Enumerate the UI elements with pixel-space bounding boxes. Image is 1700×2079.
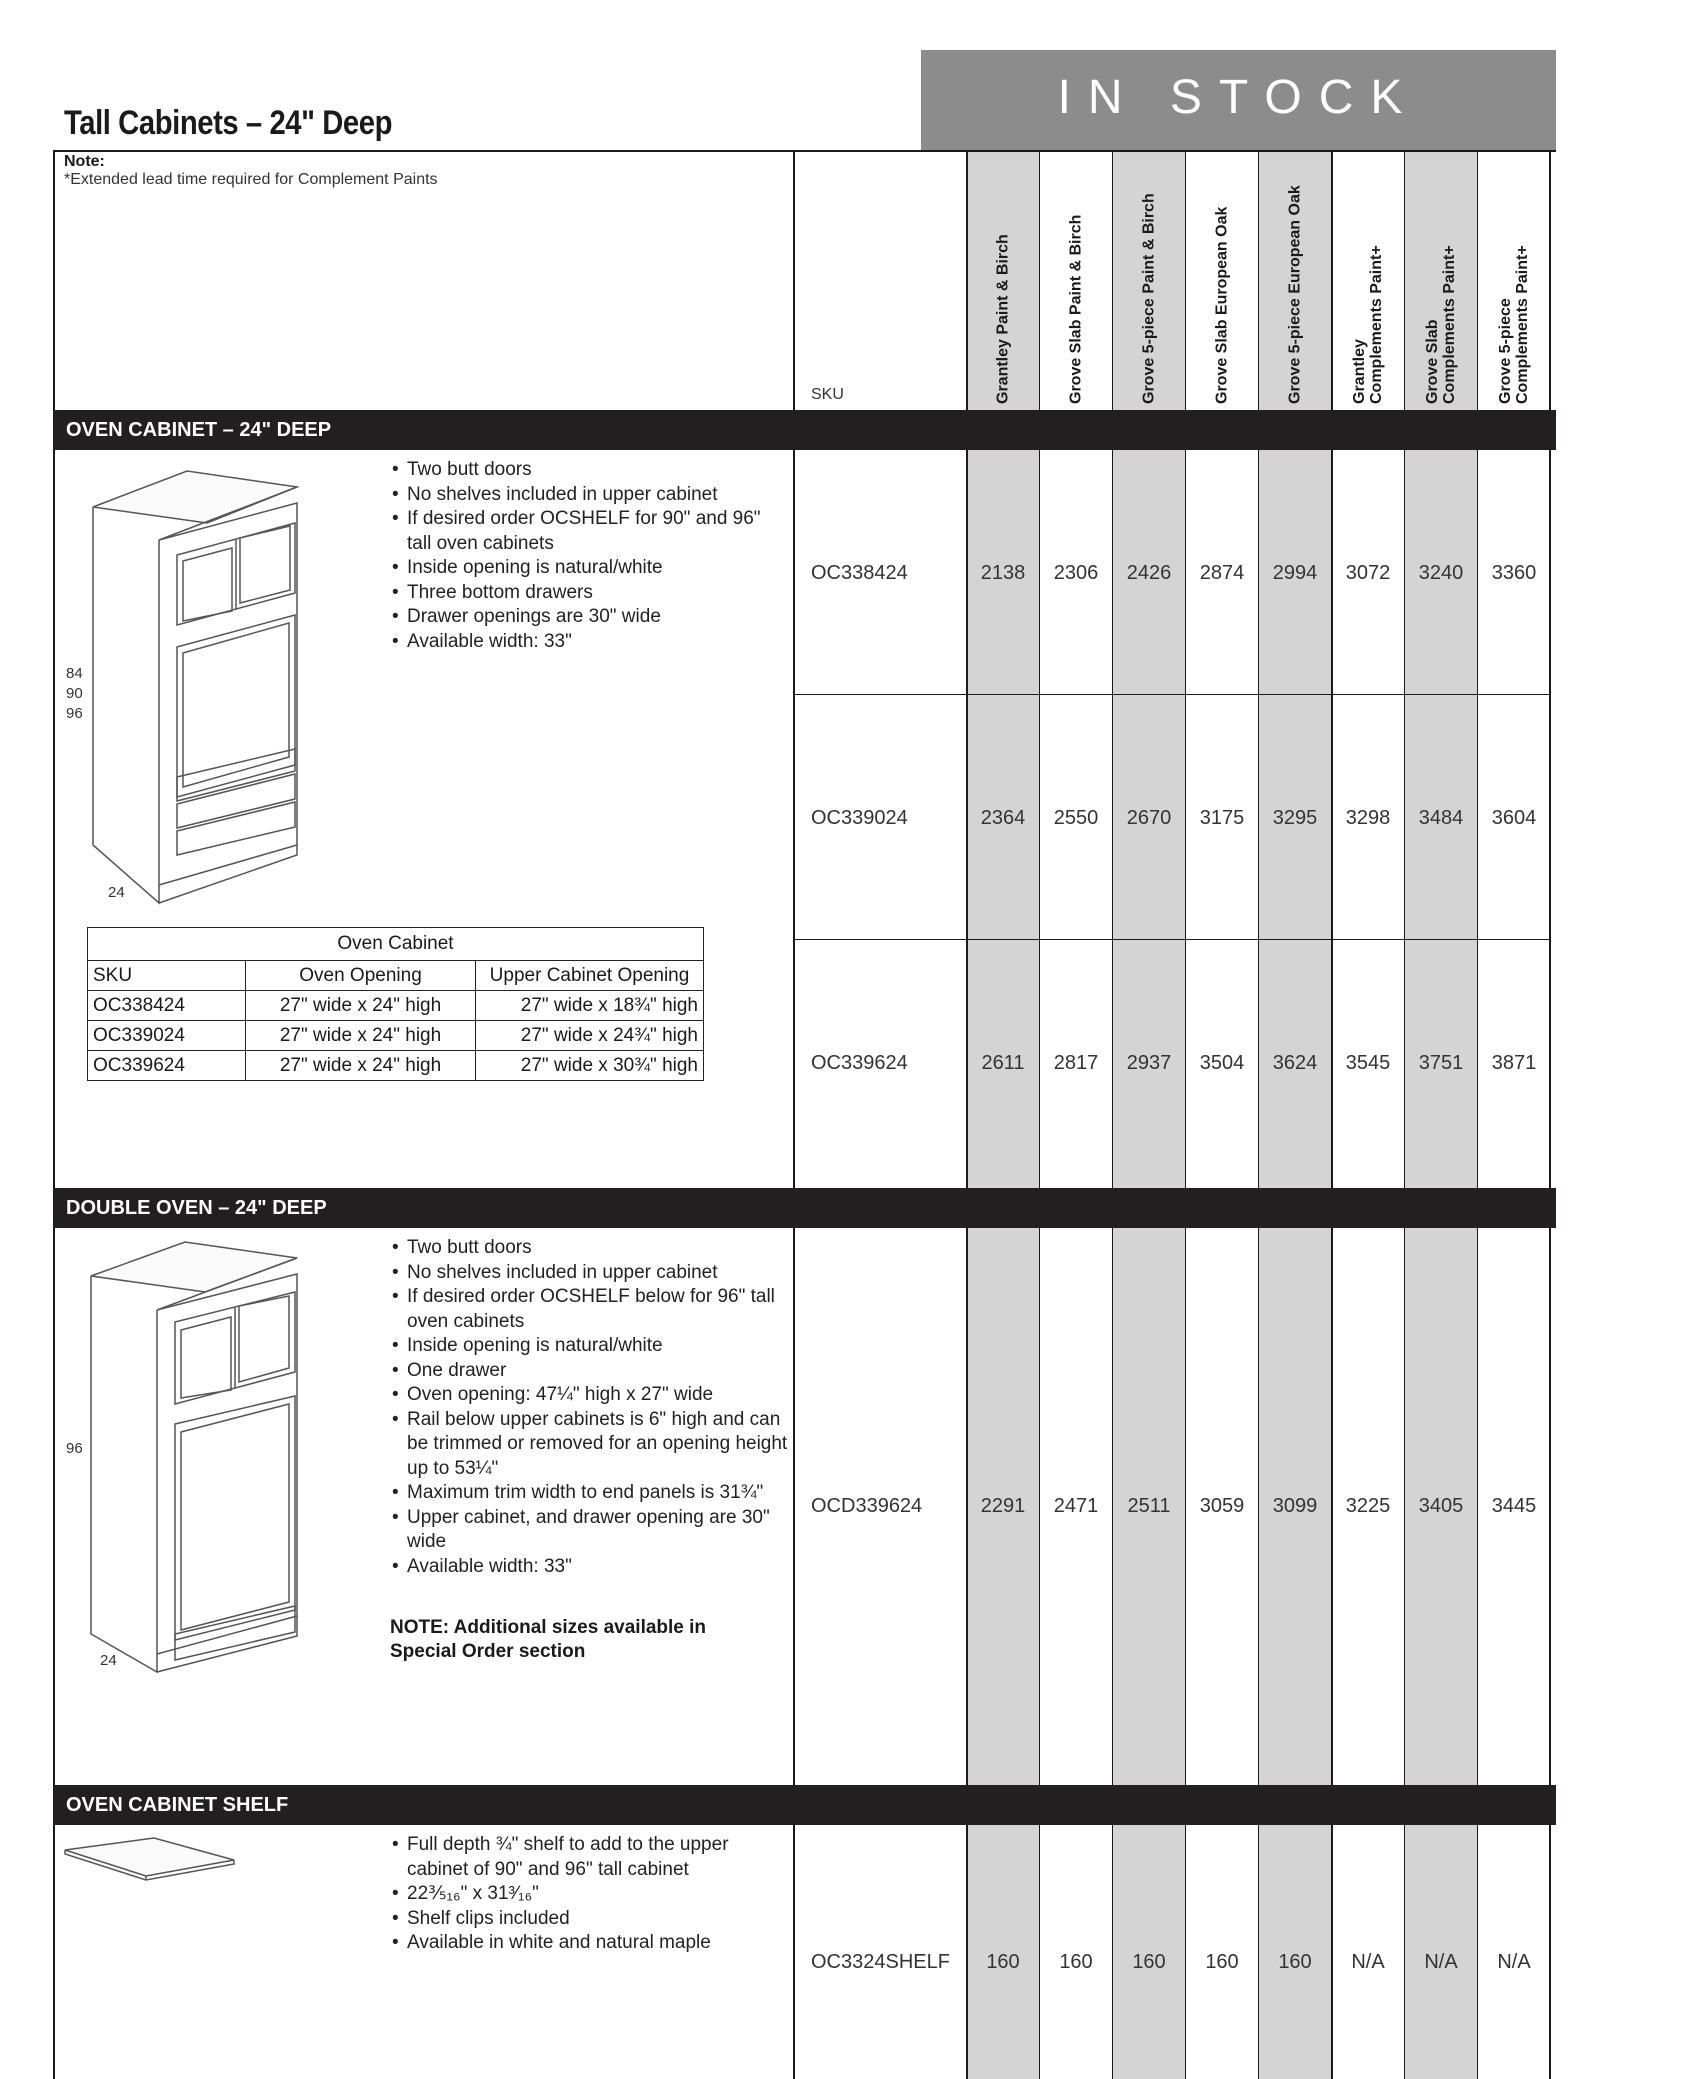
list-item: • Maximum trim width to end panels is 31¾" [390,1481,780,1506]
table-cell: 27" wide x 18¾" high [476,991,704,1021]
price-cell: 3405 [1418,1495,1464,1517]
shelf-illustration [62,1836,242,1886]
list-item: • Available width: 33" [390,1555,800,1580]
price-cell: 2471 [1053,1495,1099,1517]
price-cell: 3751 [1418,1052,1464,1074]
sku-cell: OCD339624 [811,1495,923,1517]
price-cell: 3175 [1199,807,1245,829]
list-item: • Inside opening is natural/white [390,556,800,581]
row-divider-2 [793,939,1551,940]
sku-cell: OC339624 [811,1052,908,1074]
price-cell: 2937 [1126,1052,1172,1074]
price-cell: N/A [1497,1951,1531,1973]
sku-cell: OC339024 [811,807,908,829]
column-header-4 [1186,152,1258,412]
price-cell: 3059 [1199,1495,1245,1517]
price-cell: 2364 [980,807,1026,829]
list-item: • Full depth ¾" shelf to add to the upper cabinet of 90" and 96" tall cabinet [390,1833,780,1882]
double-oven-illustration [85,1240,310,1680]
list-item: • Three bottom drawers [390,581,800,606]
column-header-7 [1405,152,1477,412]
price-cell: 3504 [1199,1052,1245,1074]
table-cell: OC339624 [88,1051,246,1081]
table-cell: 27" wide x 24" high [246,1021,476,1051]
price-cell: 3604 [1491,807,1537,829]
table-header: SKU [88,961,246,991]
table-row [88,1021,704,1051]
column-header-label: Grove 5-piece European Oak [1286,185,1304,404]
table-row [88,1051,704,1081]
price-cell: 2306 [1053,562,1099,584]
price-cell: 3360 [1491,562,1537,584]
column-header-3 [1113,152,1185,412]
column-header-label: Grove 5-piece Complements Paint+ [1497,245,1531,404]
sku-column-header: SKU [811,386,844,403]
price-cell: 3298 [1345,807,1391,829]
price-cell: 2511 [1127,1495,1171,1517]
price-cell: 3624 [1272,1052,1318,1074]
price-cell: 2817 [1053,1052,1099,1074]
list-item: • Shelf clips included [390,1907,800,1932]
price-cell: 3099 [1272,1495,1318,1517]
price-cell: 3240 [1418,562,1464,584]
list-item: • Oven opening: 47¼" high x 27" wide [390,1383,800,1408]
column-header-label: Grove Slab Complements Paint+ [1424,245,1458,404]
in-stock-banner: IN STOCK [921,50,1556,150]
price-cell: 160 [986,1951,1020,1973]
price-cell: 2426 [1126,562,1172,584]
note [64,153,438,189]
price-cell: 2994 [1272,562,1318,584]
note-label: Note: [64,153,105,170]
price-cell: 3295 [1272,807,1318,829]
price-cell: 160 [1205,1951,1239,1973]
table-header: Oven Opening [246,961,476,991]
price-cell: 2611 [981,1052,1025,1074]
table-header: Upper Cabinet Opening [476,961,704,991]
price-cell: 2138 [980,562,1026,584]
table-cell: 27" wide x 24" high [246,991,476,1021]
price-cell: 3545 [1345,1052,1391,1074]
oven-cabinet-table [87,927,704,1081]
list-item: • Available in white and natural maple [390,1931,800,1956]
special-order-note: NOTE: Additional sizes available in Special Order section [390,1617,707,1662]
column-header-label: Grantley Paint & Birch [994,234,1012,404]
list-item: • Drawer openings are 30" wide [390,605,800,630]
list-item: • No shelves included in upper cabinet [390,1261,800,1286]
price-cell: 3225 [1345,1495,1391,1517]
table-cell: 27" wide x 24" high [246,1051,476,1081]
price-cell: 3484 [1418,807,1464,829]
price-cell: 2550 [1053,807,1099,829]
column-header-6 [1332,152,1404,412]
table-cell: OC338424 [88,991,246,1021]
column-header-2 [1040,152,1112,412]
column-header-1 [967,152,1039,412]
column-header-label: Grove Slab European Oak [1213,206,1231,404]
list-item: • If desired order OCSHELF for 90" and 96" tall oven cabinets [390,507,780,556]
price-cell: 160 [1059,1951,1093,1973]
list-item: • Two butt doors [390,1236,800,1261]
column-header-label: Grove Slab Paint & Birch [1067,214,1085,404]
price-cell: 3871 [1491,1052,1537,1074]
oven-cabinet-features [390,458,800,654]
section-band-oven-shelf: OVEN CABINET SHELF [54,1785,1556,1825]
table-title: Oven Cabinet [88,928,704,961]
table-cell: OC339024 [88,1021,246,1051]
height-dimension: 96 [66,1440,83,1457]
section-band-oven-cabinet: OVEN CABINET – 24" DEEP [54,410,1556,450]
price-cell: 3445 [1491,1495,1537,1517]
list-item: • Rail below upper cabinets is 6" high and can be trimmed or removed for an opening height up to 53¼" [390,1408,800,1482]
price-cell: N/A [1351,1951,1385,1973]
table-cell: 27" wide x 24¾" high [476,1021,704,1051]
list-item: • 22⅗₁₆" x 31³⁄₁₆" [390,1882,800,1907]
price-cell: 2874 [1199,562,1245,584]
page-title: Tall Cabinets – 24" Deep [64,104,393,142]
column-header-5 [1259,152,1331,412]
list-item: • Available width: 33" [390,630,800,655]
sku-cell: OC3324SHELF [811,1951,950,1973]
list-item: • No shelves included in upper cabinet [390,483,800,508]
table-row [88,991,704,1021]
list-item: • If desired order OCSHELF below for 96" tall oven cabinets [390,1285,780,1334]
sku-cell: OC338424 [811,562,908,584]
list-item: • Inside opening is natural/white [390,1334,800,1359]
table-cell: 27" wide x 30¾" high [476,1051,704,1081]
list-item: • Upper cabinet, and drawer opening are 30" wide [390,1506,780,1555]
table-header-row [88,961,704,991]
column-header-label: Grantley Complements Paint+ [1351,245,1385,404]
section-band-double-oven: DOUBLE OVEN – 24" DEEP [54,1188,1556,1228]
note-text: *Extended lead time required for Complement Paints [64,171,438,188]
price-cell: 160 [1132,1951,1166,1973]
oven-cabinet-illustration [85,465,310,905]
list-item: • Two butt doors [390,458,800,483]
price-cell: 3072 [1345,562,1391,584]
depth-dimension: 24 [108,884,125,901]
height-dimension: 84 90 96 [66,665,83,722]
column-header-label: Grove 5-piece Paint & Birch [1140,193,1158,404]
price-cell: 2291 [980,1495,1026,1517]
oven-shelf-features [390,1833,800,1956]
column-header-8 [1478,152,1550,412]
price-cell: 160 [1278,1951,1312,1973]
price-cell: N/A [1424,1951,1458,1973]
list-item: • One drawer [390,1359,800,1384]
row-divider-1 [793,694,1551,695]
depth-dimension: 24 [100,1652,117,1669]
price-cell: 2670 [1126,807,1172,829]
double-oven-features [390,1236,800,1579]
